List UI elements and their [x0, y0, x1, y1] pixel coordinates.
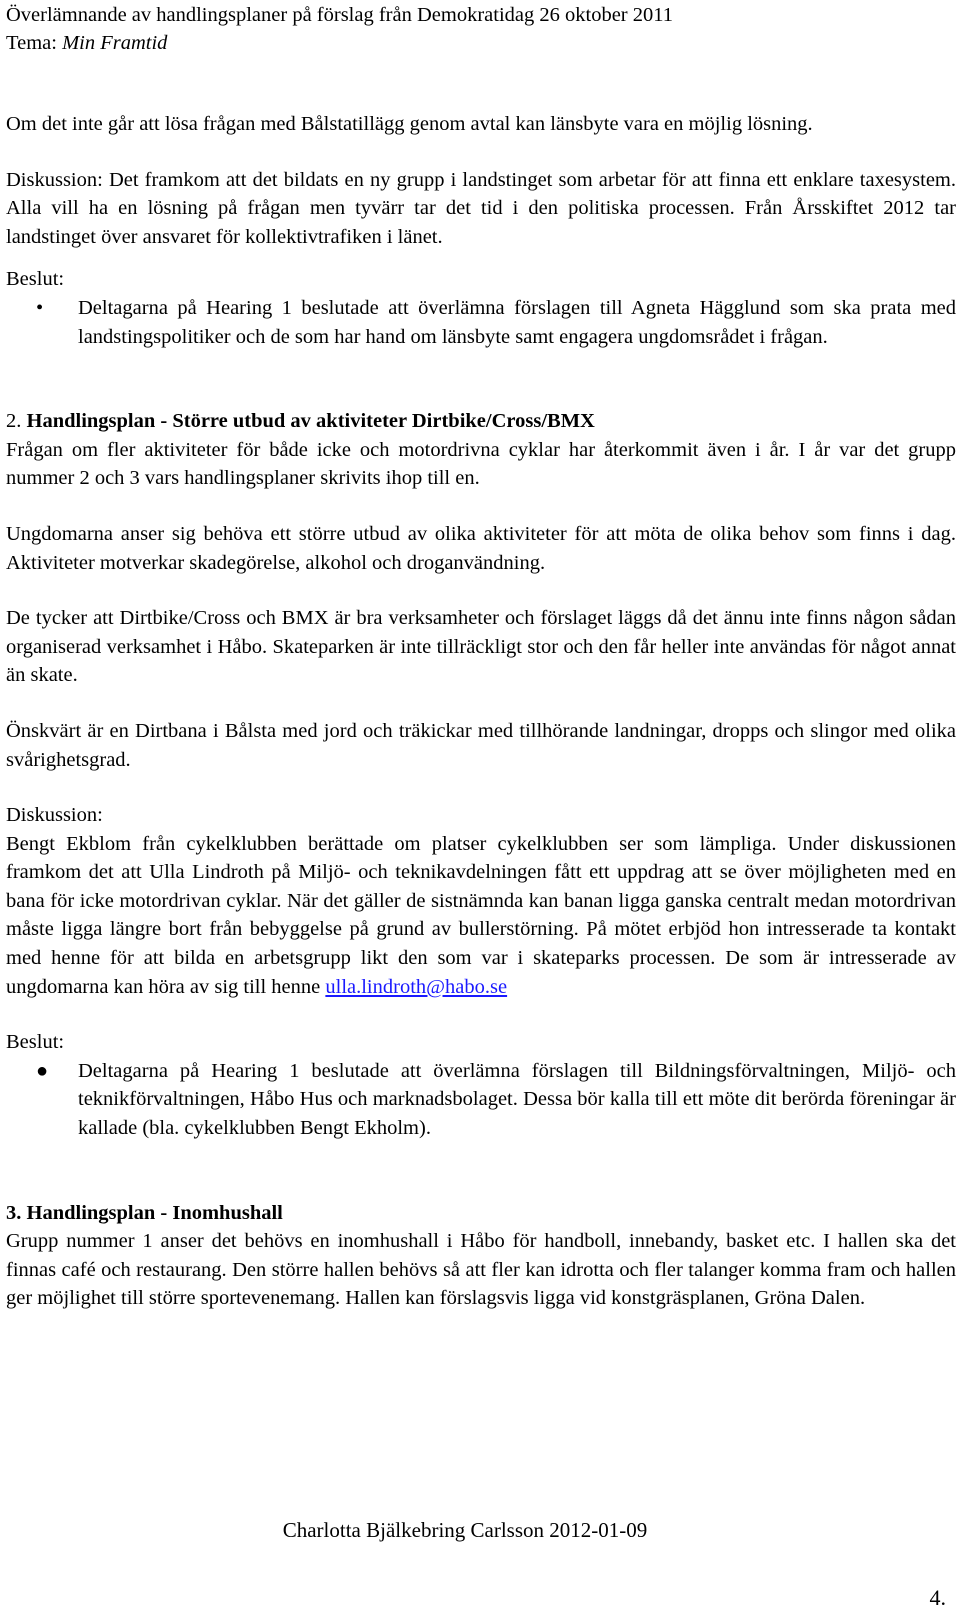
- section-number: 3.: [6, 1201, 22, 1224]
- bullet-icon: ●: [36, 1059, 49, 1082]
- page-footer: [0, 1516, 960, 1545]
- paragraph: Frågan om fler aktiviteter för både icke och motordrivna cyklar har återkommit även i år. I år var det grupp nummer 2 och 3 vars handlingsplaner skrivits ihop till en.: [6, 438, 956, 490]
- discussion-paragraph: Diskussion: Det framkom att det bildats en ny grupp i landstinget som arbetar för att finna ett enklare taxesystem. Alla vill ha en lösning på frågan men tyvärr tar det tid i den politiska processen. Från Årsskiftet 2012 tar landstinget över ansvaret för kollektivtrafiken i länet.: [6, 168, 956, 248]
- page-header: [6, 1, 946, 57]
- decision-text: Deltagarna på Hearing 1 beslutade att överlämna förslagen till Agneta Hägglund som ska prata med landstingspolitiker och de som har hand om länsbyte samt engagera ungdomsrådet i frågan.: [78, 296, 956, 348]
- decision-list: [6, 1057, 956, 1143]
- email-link[interactable]: ulla.lindroth@habo.se: [325, 975, 508, 998]
- bullet-icon: •: [36, 296, 44, 319]
- section-number: 2.: [6, 410, 22, 433]
- paragraph: Om det inte går att lösa frågan med Bålstatillägg genom avtal kan länsbyte vara en möjlig lösning.: [6, 113, 813, 135]
- document-body: [6, 110, 956, 1313]
- decision-label: Beslut:: [6, 1031, 65, 1054]
- paragraph: De tycker att Dirtbike/Cross och BMX är bra verksamheter och förslaget läggs då det ännu inte finns någon sådan organiserad verksamhet i Håbo. Skateparken är inte tillräckligt stor och den får heller inte användas för något annat än skate.: [6, 607, 956, 687]
- decision-label: Beslut:: [6, 268, 65, 291]
- theme-line: [6, 29, 946, 57]
- list-item: [6, 1057, 956, 1143]
- discussion-paragraph: [6, 830, 956, 1002]
- list-item: [6, 294, 956, 351]
- discussion-text: Bengt Ekblom från cykelklubben berättade om platser cykelklubben ser som lämpliga. Under diskussionen framkom det att Ulla Lindroth på Miljö- och teknikavdelningen fått ett uppdrag att se över möjligheten med en bana för icke motordrivan cyklar. När det gäller de sistnämnda kan banan ligga ganska centralt medan motordrivan måste ligga längre bort från bebyggelse på grund av bullerstörning. På mötet erbjöd hon intresserade ta kontakt med henne för att bilda en arbetsgrupp likt den som var i skateparks processen. De som är intresserade av ungdomarna kan höra av sig till henne: [6, 832, 956, 998]
- page-number: 4.: [929, 1585, 946, 1610]
- paragraph: Önskvärt är en Dirtbana i Bålsta med jord och träkickar med tillhörande landningar, dropps och slingor med olika svårighetsgrad.: [6, 719, 956, 771]
- section-title: Handlingsplan - Större utbud av aktiviteter Dirtbike/Cross/BMX: [26, 410, 595, 433]
- section-heading: [6, 1199, 956, 1228]
- theme-value: Min Framtid: [62, 32, 168, 54]
- decision-text: Deltagarna på Hearing 1 beslutade att överlämna förslagen till Bildningsförvaltningen, Miljö- och teknikförvaltningen, Håbo Hus och marknadsbolaget. Dessa bör kalla till ett möte dit berörda föreningar är kallade (bla. cykelklubben Bengt Ekholm).: [78, 1059, 956, 1140]
- discussion-label: Diskussion:: [6, 804, 103, 827]
- paragraph: Ungdomarna anser sig behöva ett större utbud av olika aktiviteter för att möta de olika behov som finns i dag. Aktiviteter motverkar skadegörelse, alkohol och droganvändning.: [6, 522, 956, 574]
- theme-label: Tema:: [6, 32, 57, 54]
- decision-list: [6, 294, 956, 351]
- paragraph: Grupp nummer 1 anser det behövs en inomhushall i Håbo för handboll, innebandy, basket etc. I hallen ska det finnas café och restaurang. Den större hallen behövs så att fler kan idrotta och fler talanger komma fram och hallen ger möjlighet till större sportevenemang. Hallen kan förslagsvis ligga vid konstgräsplanen, Gröna Dalen.: [6, 1230, 956, 1310]
- section-heading: [6, 407, 956, 436]
- document-title: Överlämnande av handlingsplaner på förslag från Demokratidag 26 oktober 2011: [6, 4, 673, 26]
- section-title: Handlingsplan - Inomhushall: [26, 1201, 283, 1224]
- footer-author-date: Charlotta Bjälkebring Carlsson 2012-01-09: [282, 1518, 648, 1542]
